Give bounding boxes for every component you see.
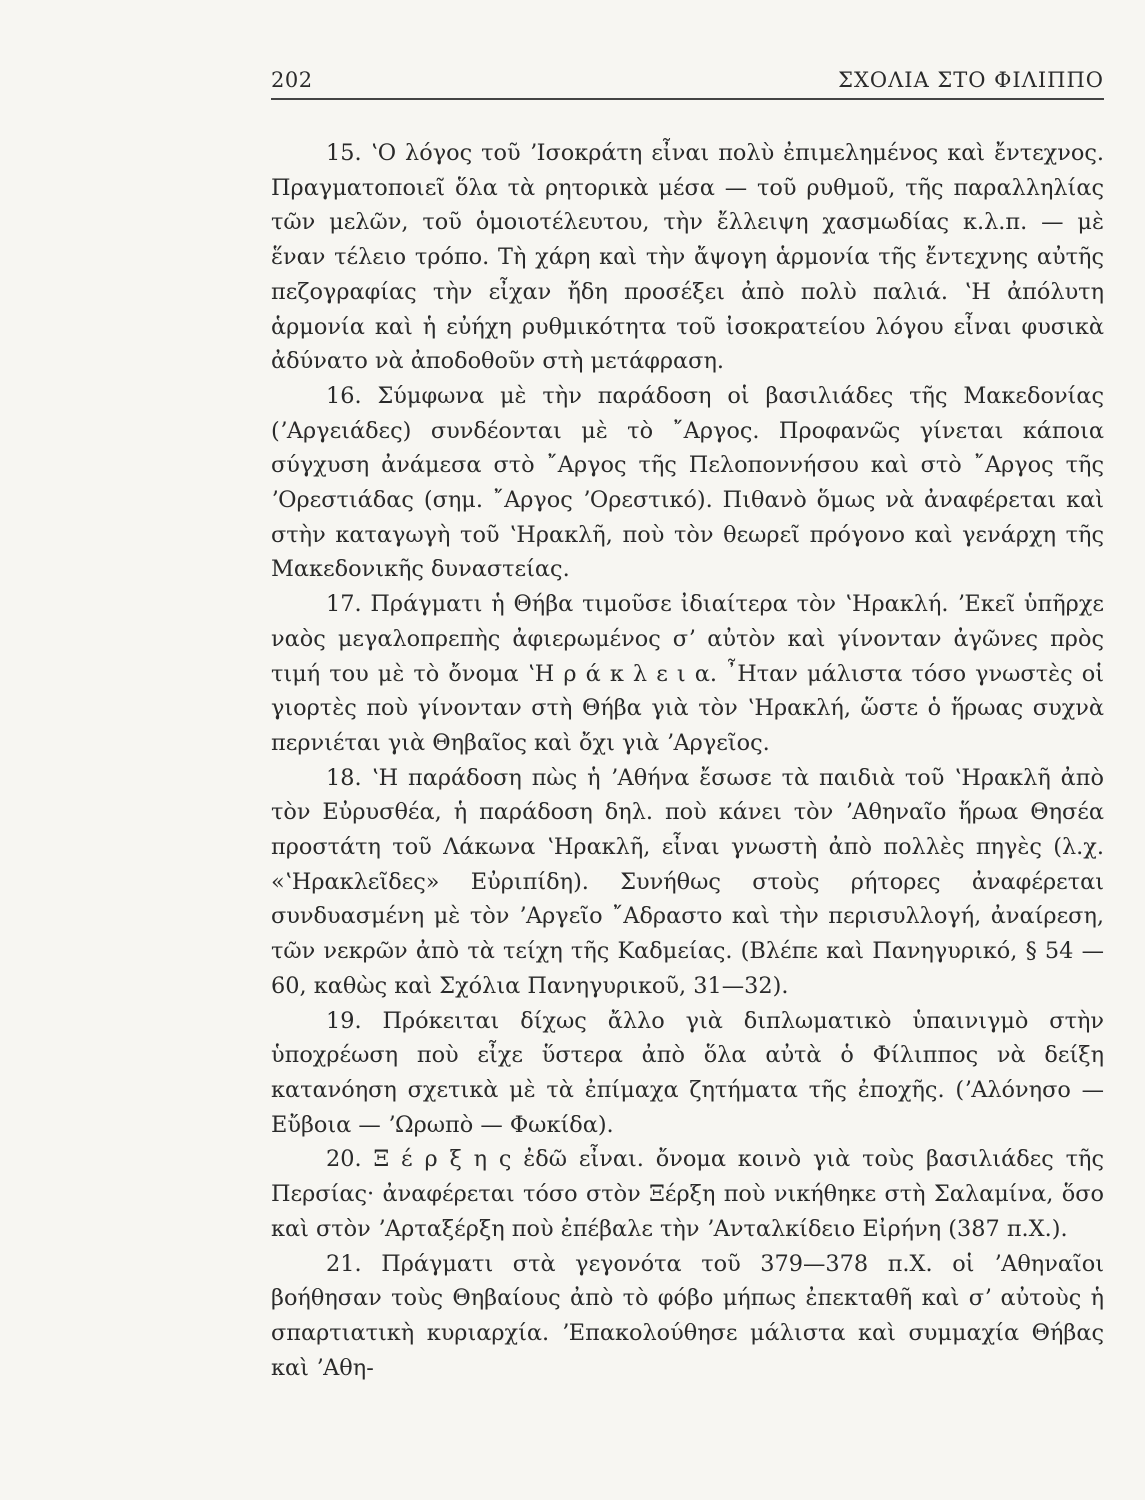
notes-body [271, 136, 1104, 1385]
header-rule [271, 98, 1104, 100]
page-number: 202 [271, 68, 313, 92]
note-21: 21. Πράγματι στὰ γεγονότα τοῦ 379—378 π.Χ. οἱ ʼΑθηναῖοι βοήθησαν τοὺς Θηβαίους ἀπὸ τὸ φόβο μήπως ἐπεκταθῆ καὶ σʼ αὐτοὺς ἡ σπαρτιατικὴ κυριαρχία. ʼΕπακολούθησε μάλιστα καὶ συμμαχία Θήβας καὶ ʼΑθη- [271, 1250, 1104, 1381]
note-17: 17. Πράγματι ἡ Θήβα τιμοῦσε ἰδιαίτερα τὸν ʽΗρακλή. ʼΕκεῖ ὑπῆρχε ναὸς μεγαλοπρεπὴς ἀφιερωμένος σʼ αὐτὸν καὶ γίνονταν ἀγῶνες πρὸς τιμή του μὲ τὸ ὄνομα ʽΗ ρ ά κ λ ε ι α. ῏Ηταν μάλιστα τόσο γνωστὲς οἱ γιορτὲς ποὺ γίνονταν στὴ Θήβα γιὰ τὸν ʽΗρακλή, ὥστε ὁ ἥρωας συχνὰ περνιέται γιὰ Θηβαῖος καὶ ὄχι γιὰ ʼΑργεῖος. [271, 591, 1104, 756]
note-19: 19. Πρόκειται δίχως ἄλλο γιὰ διπλωματικὸ ὑπαινιγμὸ στὴν ὑποχρέωση ποὺ εἶχε ὕστερα ἀπὸ ὅλα αὐτὰ ὁ Φίλιππος νὰ δείξη κατανόηση σχετικὰ μὲ τὰ ἐπίμαχα ζητήματα τῆς ἐποχῆς. (ʼΑλόνησο — Εὔβοια — ʼΩρωπὸ — Φωκίδα). [271, 1007, 1104, 1138]
note-15: 15. ʽΟ λόγος τοῦ ʼΙσοκράτη εἶναι πολὺ ἐπιμελημένος καὶ ἔντεχνος. Πραγματοποιεῖ ὅλα τὰ ρητορικὰ μέσα — τοῦ ρυθμοῦ, τῆς παραλληλίας τῶν μελῶν, τοῦ ὁμοιοτέλευτου, τὴν ἔλλειψη χασμωδίας κ.λ.π. — μὲ ἕναν τέλειο τρόπο. Τὴ χάρη καὶ τὴν ἄψογη ἁρμονία τῆς ἔντεχνης αὐτῆς πεζογραφίας τὴν εἶχαν ἤδη προσέξει ἀπὸ πολὺ παλιά. ʽΗ ἀπόλυτη ἁρμονία καὶ ἡ εὐήχη ρυθμικότητα τοῦ ἰσοκρατείου λόγου εἶναι φυσικὰ ἀδύνατο νὰ ἀποδοθοῦν στὴ μετάφραση. [271, 140, 1104, 375]
note-16: 16. Σύμφωνα μὲ τὴν παράδοση οἱ βασιλιάδες τῆς Μακεδονίας (ʼΑργειάδες) συνδέονται μὲ τὸ ῎Αργος. Προφανῶς γίνεται κάποια σύγχυση ἀνάμεσα στὸ ῎Αργος τῆς Πελοποννήσου καὶ στὸ ῎Αργος τῆς ʼΟρεστιάδας (σημ. ῎Αργος ʼΟρεστικό). Πιθανὸ ὅμως νὰ ἀναφέρεται καὶ στὴν καταγωγὴ τοῦ ʽΗρακλῆ, ποὺ τὸν θεωρεῖ πρόγονο καὶ γενάρχη τῆς Μακεδονικῆς δυναστείας. [271, 382, 1104, 583]
note-20: 20. Ξ έ ρ ξ η ς ἐδῶ εἶναι. ὄνομα κοινὸ γιὰ τοὺς βασιλιάδες τῆς Περσίας· ἀναφέρεται τόσο στὸν Ξέρξη ποὺ νικήθηκε στὴ Σαλαμίνα, ὅσο καὶ στὸν ʼΑρταξέρξη ποὺ ἐπέβαλε τὴν ʼΑνταλκίδειο Εἰρήνη (387 π.Χ.). [271, 1146, 1104, 1242]
note-18: 18. ʽΗ παράδοση πὼς ἡ ʼΑθήνα ἔσωσε τὰ παιδιὰ τοῦ ʽΗρακλῆ ἀπὸ τὸν Εὐρυσθέα, ἡ παράδοση δηλ. ποὺ κάνει τὸν ʼΑθηναῖο ἥρωα Θησέα προστάτη τοῦ Λάκωνα ʽΗρακλῆ, εἶναι γνωστὴ ἀπὸ πολλὲς πηγὲς (λ.χ. «ʽΗρακλεῖδες» Εὐριπίδη). Συνήθως στοὺς ρήτορες ἀναφέρεται συνδυασμένη μὲ τὸν ʼΑργεῖο ῎Αδραστο καὶ τὴν περισυλλογή, ἀναίρεση, τῶν νεκρῶν ἀπὸ τὰ τείχη τῆς Καδμείας. (Βλέπε καὶ Πανηγυρικό, § 54 —60, καθὼς καὶ Σχόλια Πανηγυρικοῦ, 31—32). [271, 764, 1104, 999]
running-title: ΣΧΟΛΙΑ ΣΤΟ ΦΙΛΙΠΠΟ [838, 68, 1104, 92]
page-header [271, 62, 1104, 102]
